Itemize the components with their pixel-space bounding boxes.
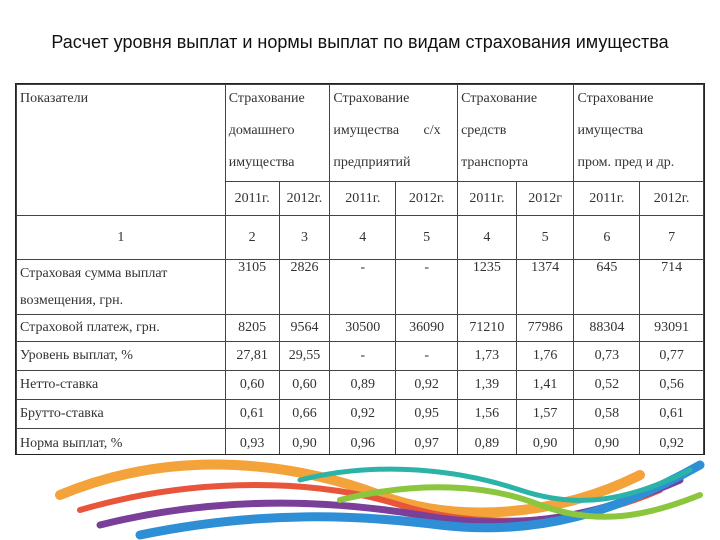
- value-cell: 0,56: [640, 371, 704, 400]
- year-cell: 2011г.: [458, 182, 517, 216]
- year-cell: 2011г.: [225, 182, 279, 216]
- value-cell: 71210: [458, 315, 517, 342]
- table-row: [17, 371, 704, 400]
- value-cell: 0,61: [640, 400, 704, 429]
- ribbon-blue: [140, 465, 700, 535]
- year-cell: 2012г.: [640, 182, 704, 216]
- numbering-cell: 2: [225, 216, 279, 260]
- value-cell: 0,60: [225, 371, 279, 400]
- header-row: [17, 85, 704, 182]
- value-cell: 0,97: [396, 429, 458, 456]
- indicator-header-cell: [17, 85, 226, 216]
- page-title: Расчет уровня выплат и нормы выплат по видам страхования имущества: [51, 32, 669, 52]
- value-cell: 0,89: [458, 429, 517, 456]
- table-row: [17, 400, 704, 429]
- value-cell: 1,39: [458, 371, 517, 400]
- value-cell: 30500: [330, 315, 396, 342]
- value-cell: 1374: [516, 260, 574, 315]
- value-cell: 645: [574, 260, 640, 315]
- row-label: Нетто-ставка: [17, 371, 226, 400]
- group-header-2: Страхование имущества с/х предприятий: [330, 85, 458, 182]
- value-cell: 0,90: [279, 429, 330, 456]
- value-cell: 0,90: [516, 429, 574, 456]
- value-cell: 0,89: [330, 371, 396, 400]
- numbering-cell: 4: [330, 216, 396, 260]
- value-cell: 88304: [574, 315, 640, 342]
- value-cell: 0,77: [640, 342, 704, 371]
- value-cell: 1,56: [458, 400, 517, 429]
- numbering-row: [17, 216, 704, 260]
- value-cell: 8205: [225, 315, 279, 342]
- value-cell: 36090: [396, 315, 458, 342]
- table-row: [17, 315, 704, 342]
- value-cell: 1,57: [516, 400, 574, 429]
- table-row: [17, 260, 704, 315]
- value-cell: 1235: [458, 260, 517, 315]
- numbering-cell: 5: [396, 216, 458, 260]
- value-cell: 0,92: [396, 371, 458, 400]
- value-cell: 0,93: [225, 429, 279, 456]
- value-cell: 0,95: [396, 400, 458, 429]
- table-row: [17, 342, 704, 371]
- table-row: [17, 429, 704, 456]
- row-label: Брутто-ставка: [17, 400, 226, 429]
- value-cell: 0,92: [330, 400, 396, 429]
- value-cell: 714: [640, 260, 704, 315]
- value-cell: 29,55: [279, 342, 330, 371]
- value-cell: 9564: [279, 315, 330, 342]
- year-cell: 2012г.: [279, 182, 330, 216]
- decorative-ribbons: [0, 455, 720, 540]
- value-cell: 1,41: [516, 371, 574, 400]
- value-cell: 0,58: [574, 400, 640, 429]
- value-cell: 0,60: [279, 371, 330, 400]
- row-label: Страховой платеж, грн.: [17, 315, 226, 342]
- year-cell: 2012г.: [396, 182, 458, 216]
- data-rows: [17, 260, 704, 456]
- value-cell: 0,73: [574, 342, 640, 371]
- value-cell: 0,90: [574, 429, 640, 456]
- payout-table: [15, 83, 705, 455]
- value-cell: 0,52: [574, 371, 640, 400]
- year-cell: 2012г: [516, 182, 574, 216]
- group-header-1: Страхование домашнего имущества: [225, 85, 330, 182]
- group-header-3: Страхование средств транспорта: [458, 85, 574, 182]
- numbering-cell: 3: [279, 216, 330, 260]
- year-cell: 2011г.: [330, 182, 396, 216]
- value-cell: 93091: [640, 315, 704, 342]
- numbering-cell: 4: [458, 216, 517, 260]
- value-cell: 1,76: [516, 342, 574, 371]
- value-cell: 0,61: [225, 400, 279, 429]
- numbering-cell: 7: [640, 216, 704, 260]
- row-label: Уровень выплат, %: [17, 342, 226, 371]
- indicator-header: Показатели: [20, 91, 89, 106]
- row-label: Страховая сумма выплат возмещения, грн.: [17, 260, 226, 315]
- year-cell: 2011г.: [574, 182, 640, 216]
- value-cell: -: [330, 342, 396, 371]
- value-cell: 1,73: [458, 342, 517, 371]
- numbering-cell: 1: [17, 216, 226, 260]
- value-cell: 0,92: [640, 429, 704, 456]
- group-header-4: Страхование имущества пром. пред и др.: [574, 85, 704, 182]
- value-cell: -: [396, 260, 458, 315]
- value-cell: 77986: [516, 315, 574, 342]
- value-cell: -: [330, 260, 396, 315]
- value-cell: 0,66: [279, 400, 330, 429]
- value-cell: -: [396, 342, 458, 371]
- numbering-cell: 6: [574, 216, 640, 260]
- value-cell: 3105: [225, 260, 279, 315]
- value-cell: 0,96: [330, 429, 396, 456]
- value-cell: 27,81: [225, 342, 279, 371]
- numbering-cell: 5: [516, 216, 574, 260]
- value-cell: 2826: [279, 260, 330, 315]
- row-label: Норма выплат, %: [17, 429, 226, 456]
